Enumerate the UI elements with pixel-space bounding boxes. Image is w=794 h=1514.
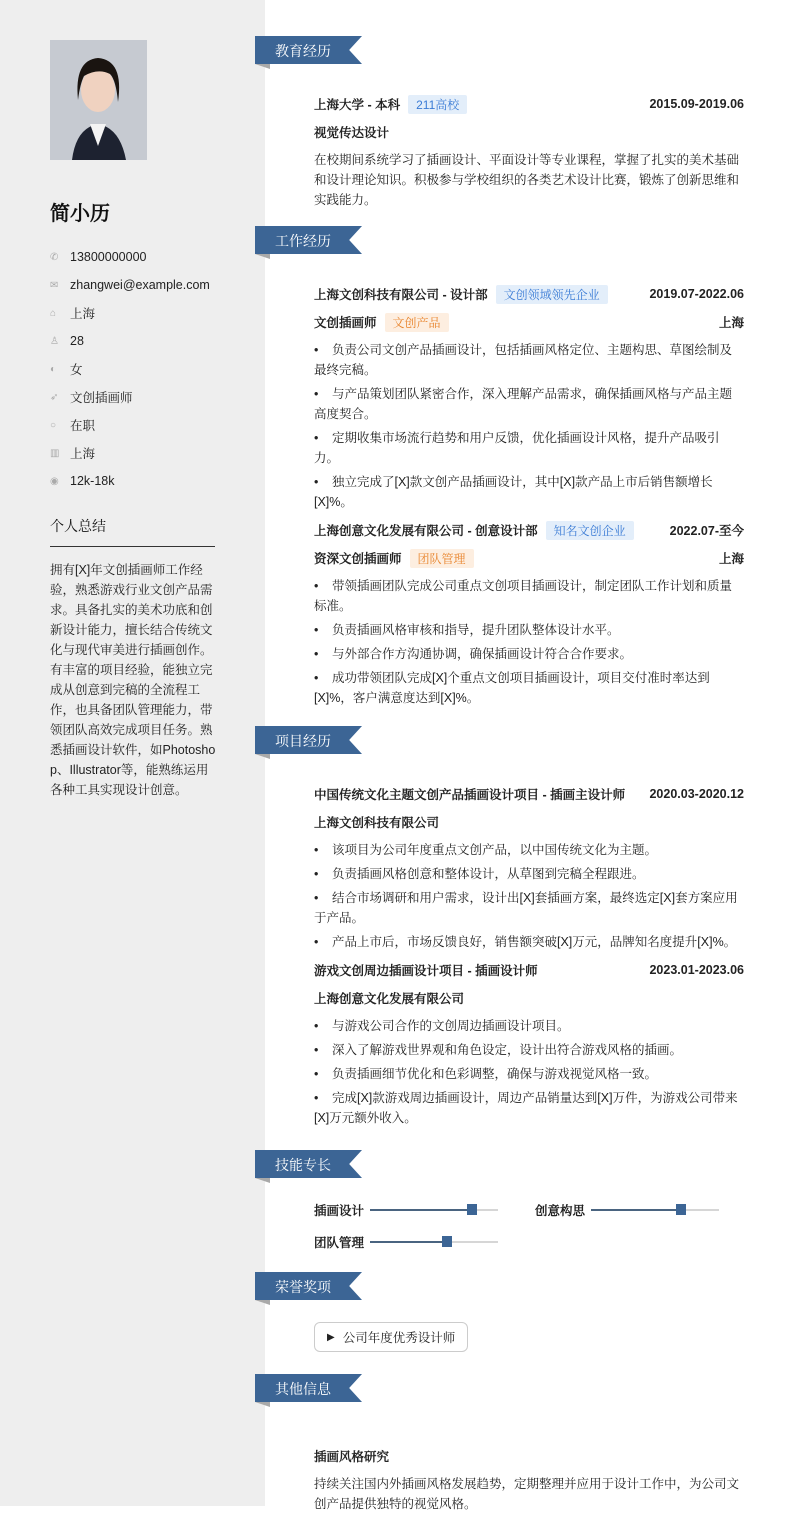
date: 2019.07-2022.06 (649, 287, 744, 301)
age-icon: ♙ (50, 335, 59, 347)
section-banner-awards (255, 1272, 362, 1300)
info-position (50, 383, 250, 411)
bullet: • 独立完成了[X]款文创产品插画设计，其中[X]款产品上市后销售额增长[X]%。 (314, 472, 744, 512)
salary-icon: ◉ (50, 475, 59, 487)
section-title: 其他信息 (275, 1381, 331, 1397)
project-item (314, 956, 744, 1128)
bullet: • 定期收集市场流行趋势和用户反馈，优化插画设计风格，提升产品吸引力。 (314, 428, 744, 468)
info-text: 28 (70, 334, 84, 348)
project-item (314, 780, 744, 952)
info-email (50, 271, 250, 299)
skills-section (255, 1200, 744, 1252)
skill-name: 团队管理 (314, 1236, 365, 1250)
skill-knob (442, 1236, 452, 1247)
date: 2020.03-2020.12 (649, 787, 744, 801)
date: 2015.09-2019.06 (649, 97, 744, 111)
summary-text: 拥有[X]年文创插画师工作经验，熟悉游戏行业文创产品需求。具备扎实的美术功底和创新设计能力，擅长结合传统文化与现代审美进行插画创作。有丰富的项目经验，能独立完成从创意到完稿的全流程工作，也具备团队管理能力，带领团队高效完成项目任务。熟悉插画设计软件，如Photoshop、Illustrator等，能熟练运用各种工具实现设计创意。 (50, 563, 216, 797)
avatar (50, 40, 147, 160)
info-age (50, 327, 250, 355)
project-name: 游戏文创周边插画设计项目 - 插画设计师 (314, 964, 538, 978)
bullet: • 产品上市后，市场反馈良好，销售额突破[X]万元，品牌知名度提升[X]%。 (314, 932, 744, 952)
main-content (255, 36, 755, 1514)
bullet: • 负责插画风格创意和整体设计，从草图到完稿全程跟进。 (314, 864, 744, 884)
work-section (255, 280, 744, 708)
date: 2022.07-至今 (669, 524, 744, 538)
profile-name: 简小历 (50, 203, 110, 225)
bullet: • 负责插画风格审核和指导，提升团队整体设计水平。 (314, 620, 744, 640)
company: 上海文创科技有限公司 (314, 816, 440, 830)
company: 上海创意文化发展有限公司 - 创意设计部 (314, 524, 538, 538)
bullet: • 完成[X]款游戏周边插画设计，周边产品销量达到[X]万件，为游戏公司带来[X]万元额外收入。 (314, 1088, 744, 1128)
bullet: • 与外部合作方沟通协调，确保插画设计符合合作要求。 (314, 644, 744, 664)
section-title: 技能专长 (275, 1157, 331, 1173)
skill-item (314, 1200, 535, 1220)
skill-bar (591, 1209, 719, 1211)
skill-fill (591, 1209, 681, 1211)
gender-icon: ◐ (50, 363, 57, 375)
date: 2023.01-2023.06 (649, 963, 744, 977)
award-item (314, 1322, 468, 1352)
bullet: • 带领插画团队完成公司重点文创项目插画设计，制定团队工作计划和质量标准。 (314, 576, 744, 616)
info-text: zhangwei@example.com (70, 278, 210, 292)
info-text: 上海 (70, 307, 96, 321)
bullet: • 成功带领团队完成[X]个重点文创项目插画设计，项目交付准时率达到[X]%，客户满意度达到[X]%。 (314, 668, 744, 708)
contact-info (50, 243, 250, 495)
role-tag: 文创产品 (385, 313, 449, 332)
info-text: 文创插画师 (70, 391, 133, 405)
awards-section (255, 1300, 744, 1352)
company: 上海创意文化发展有限公司 (314, 992, 465, 1006)
info-text: 女 (70, 363, 83, 377)
info-text: 13800000000 (70, 250, 147, 264)
skill-fill (370, 1209, 472, 1211)
company-tag: 知名文创企业 (546, 521, 634, 540)
work-item (314, 280, 744, 512)
other-section (255, 1442, 744, 1514)
info-location (50, 299, 250, 327)
bullet: • 与游戏公司合作的文创周边插画设计项目。 (314, 1016, 744, 1036)
skill-item (314, 1232, 535, 1252)
bullet: • 该项目为公司年度重点文创产品，以中国传统文化为主题。 (314, 840, 744, 860)
role: 文创插画师 (314, 316, 377, 330)
role: 资深文创插画师 (314, 552, 402, 566)
mail-icon: ✉ (50, 279, 59, 291)
project-name: 中国传统文化主题文创产品插画设计项目 - 插画主设计师 (314, 788, 626, 802)
info-text: 上海 (70, 447, 96, 461)
summary-title: 个人总结 (50, 516, 215, 547)
bullet: • 结合市场调研和用户需求，设计出[X]套插画方案，最终选定[X]套方案应用于产品。 (314, 888, 744, 928)
bullet: • 负责公司文创产品插画设计，包括插画风格定位、主题构思、草图绘制及最终完稿。 (314, 340, 744, 380)
skill-knob (676, 1204, 686, 1215)
education-desc: 在校期间系统学习了插画设计、平面设计等专业课程，掌握了扎实的美术基础和设计理论知识。积极参与学校组织的各类艺术设计比赛，锻炼了创新思维和实践能力。 (314, 153, 740, 207)
home-icon: ⌂ (50, 307, 57, 319)
role-tag: 团队管理 (410, 549, 474, 568)
work-item (314, 516, 744, 708)
bullet: • 深入了解游戏世界观和角色设定，设计出符合游戏风格的插画。 (314, 1040, 744, 1060)
sidebar (0, 0, 265, 1506)
info-gender (50, 355, 250, 383)
bullet: • 负责插画细节优化和色彩调整，确保与游戏视觉风格一致。 (314, 1064, 744, 1084)
building-icon: ▥ (50, 447, 60, 459)
status-icon: ○ (50, 419, 57, 431)
section-title: 工作经历 (275, 233, 331, 249)
info-status (50, 411, 250, 439)
other-desc: 持续关注国内外插画风格发展趋势，定期整理并应用于设计工作中，为公司文创产品提供独特的视觉风格。 (314, 1477, 740, 1511)
info-salary (50, 467, 250, 495)
city: 上海 (718, 316, 744, 330)
section-banner-work (255, 226, 362, 254)
section-title: 项目经历 (275, 733, 331, 749)
bullet: • 与产品策划团队紧密合作，深入理解产品需求，确保插画风格与产品主题高度契合。 (314, 384, 744, 424)
section-banner-projects (255, 726, 362, 754)
send-icon: ➶ (50, 391, 59, 403)
info-city (50, 439, 250, 467)
skill-bar (370, 1209, 498, 1211)
education-section (255, 90, 744, 210)
skill-fill (370, 1241, 447, 1243)
projects-section (255, 780, 744, 1128)
section-banner-other (255, 1374, 362, 1402)
info-text: 在职 (70, 419, 96, 433)
school-tag: 211高校 (408, 95, 467, 114)
info-text: 12k-18k (70, 474, 115, 488)
major: 视觉传达设计 (314, 126, 390, 140)
play-icon: ▶ (327, 1331, 335, 1343)
school: 上海大学 - 本科 (314, 98, 401, 112)
skill-item (535, 1200, 735, 1220)
section-title: 荣誉奖项 (275, 1279, 331, 1295)
city: 上海 (718, 552, 744, 566)
phone-icon: ✆ (50, 251, 59, 263)
company-tag: 文创领域领先企业 (496, 285, 608, 304)
skill-knob (467, 1204, 477, 1215)
skill-bar (370, 1241, 498, 1243)
skill-name: 插画设计 (314, 1204, 365, 1218)
company: 上海文创科技有限公司 - 设计部 (314, 288, 488, 302)
info-phone (50, 243, 250, 271)
section-banner-skills (255, 1150, 362, 1178)
award-text: 公司年度优秀设计师 (342, 1331, 456, 1345)
section-title: 教育经历 (275, 43, 331, 59)
section-banner-education (255, 36, 362, 64)
other-heading: 插画风格研究 (314, 1450, 390, 1464)
skill-name: 创意构思 (535, 1204, 586, 1218)
